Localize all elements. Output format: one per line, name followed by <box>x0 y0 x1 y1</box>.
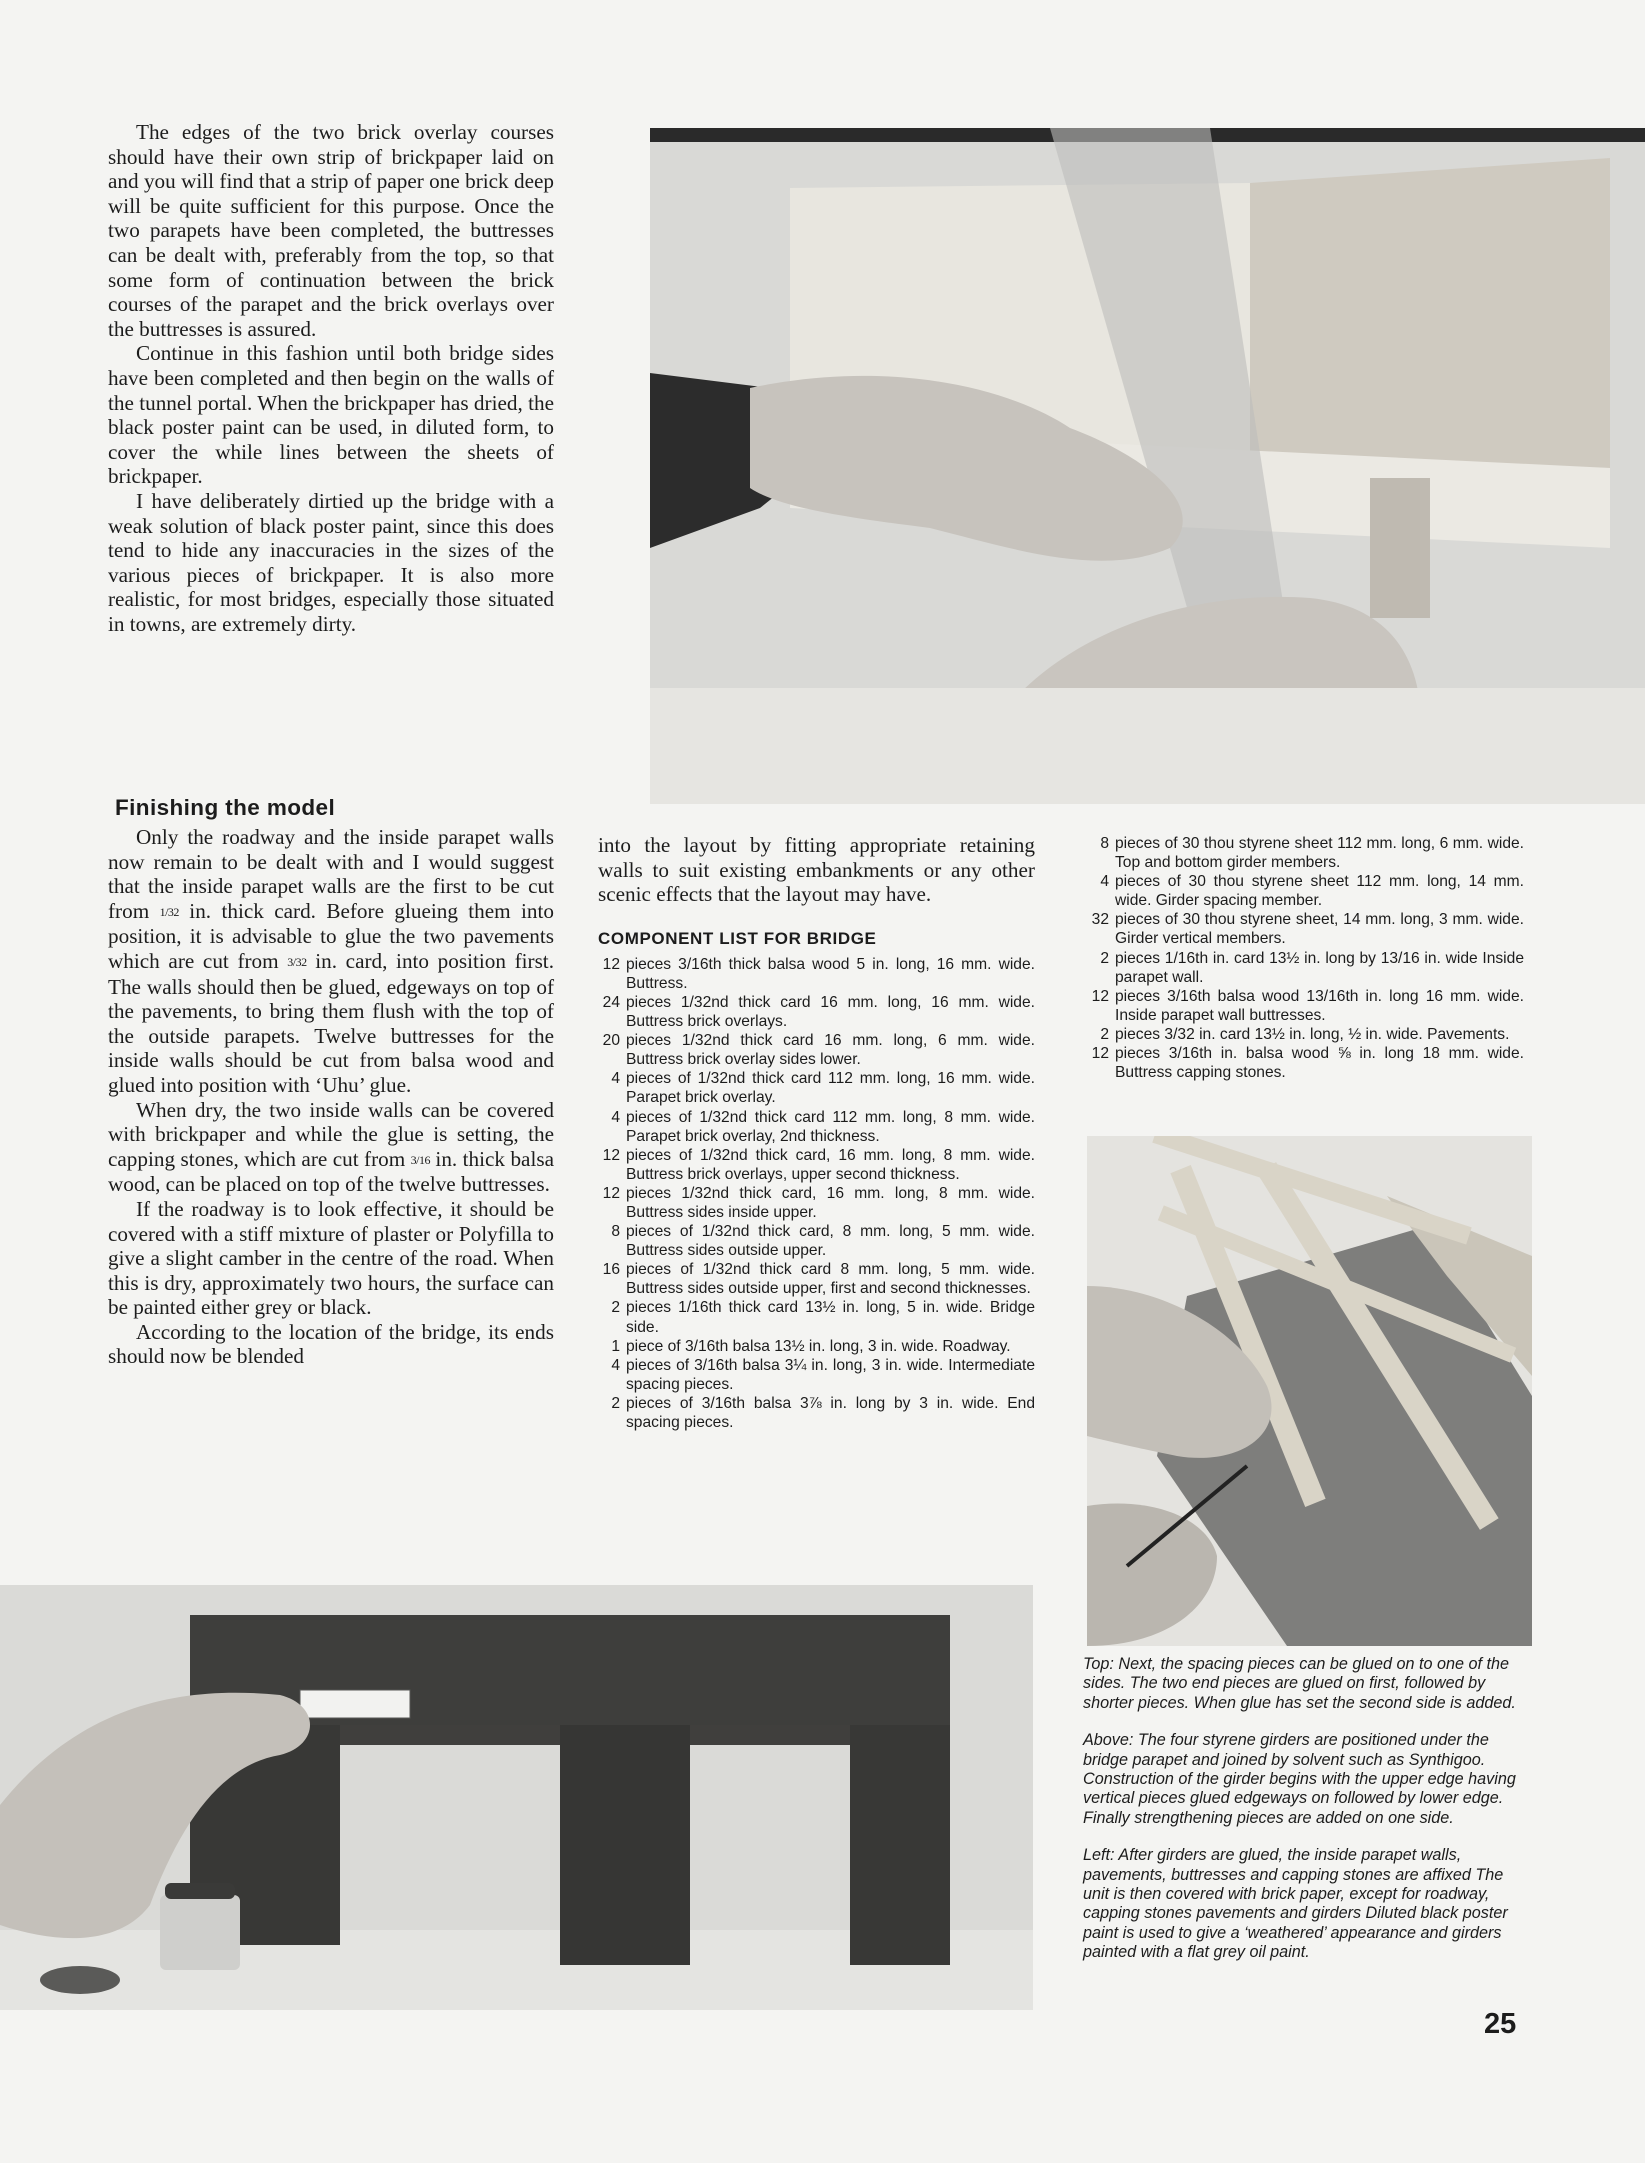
list-item: 16 pieces of 1/32nd thick card 8 mm. long, 5 mm. wide. Buttress sides outside upper, first and second thicknesses. <box>602 1261 1035 1298</box>
caption-top: Top: Next, the spacing pieces can be glued on to one of the sides. The two end pieces are glued on first, followed by shorter pieces. When glue has set the second side is added. <box>1083 1655 1516 1712</box>
component-list <box>598 955 1035 1432</box>
list-item: 24 pieces 1/32nd thick card 16 mm. long, 16 mm. wide. Buttress brick overlays. <box>602 993 1035 1031</box>
list-item: 8 pieces of 30 thou styrene sheet 112 mm. long, 6 mm. wide. Top and bottom girder members. <box>1100 835 1524 872</box>
paragraph: According to the location of the bridge, its ends should now be blended <box>108 1319 554 1369</box>
paragraph: I have deliberately dirtied up the bridge with a weak solution of black poster paint, since this does tend to hide any inaccuracies in the sizes of the various pieces of brickpaper. It is also more realistic, for most bridges, especially those situated in towns, are extremely dirty. <box>108 488 554 636</box>
component-list <box>1087 834 1524 1082</box>
list-item: 4 pieces of 3/16th balsa 3¼ in. long, 3 in. wide. Intermediate spacing pieces. <box>611 1356 1035 1393</box>
list-item: 12 pieces of 1/32nd thick card, 16 mm. long, 8 mm. wide. Buttress brick overlays, upper second thickness. <box>602 1146 1035 1183</box>
photo-spacing-pieces <box>650 128 1645 804</box>
list-item: 2 pieces of 3/16th balsa 3⅞ in. long by 3 in. wide. End spacing pieces. <box>611 1394 1035 1432</box>
middle-column <box>598 833 1035 1432</box>
list-item: 1 piece of 3/16th balsa 13½ in. long, 3 in. wide. Roadway. <box>611 1337 1011 1355</box>
fraction: 3/32 <box>287 954 307 969</box>
photo-finished-bridge <box>0 1585 1033 2010</box>
fraction: 1/32 <box>159 904 179 919</box>
paragraph: Continue in this fashion until both bridge sides have been completed and then begin on the walls of the tunnel portal. When the brickpaper has dried, the black poster paint can be used, in diluted form, to cover the while lines between the sheets of brickpaper. <box>108 341 554 489</box>
page-number: 25 <box>1484 2008 1517 2040</box>
component-list-continued <box>1087 834 1524 1082</box>
list-item: 4 pieces of 30 thou styrene sheet 112 mm. long, 14 mm. wide. Girder spacing member. <box>1100 873 1524 910</box>
list-item: 12 pieces 1/32nd thick card, 16 mm. long, 8 mm. wide. Buttress sides inside upper. <box>602 1184 1035 1221</box>
paragraph: When dry, the two inside walls can be covered with brickpaper and while the glue is setting, the capping stones, which are cut from 3/16 in. thick balsa wood, can be placed on top of the twelve buttresses. <box>108 1097 554 1197</box>
paragraph: Only the roadway and the inside parapet walls now remain to be dealt with and I would suggest that the inside parapet walls are the first to be cut from 1/32 in. thick card. Before glueing them into position, it is advisable to glue the two pavements which are cut from 3/32 in. card, into position first. The walls should then be glued, edgeways on top of the pavements, to bring them flush with the top of the outside parapets. Twelve buttresses for the inside walls should be cut from balsa wood and glued into position with ‘Uhu’ glue. <box>108 825 555 1097</box>
list-item: 12 pieces 3/16th in. balsa wood ⅝ in. long 18 mm. wide. Buttress capping stones. <box>1091 1045 1524 1082</box>
fraction: 3/16 <box>410 1152 430 1167</box>
paragraph: If the roadway is to look effective, it should be covered with a stiff mixture of plaster or Polyfilla to give a slight camber in the centre of the road. When this is dry, approximately two hours, the surface can be painted either grey or black. <box>108 1196 554 1320</box>
list-item: 12 pieces 3/16th thick balsa wood 5 in. long, 16 mm. wide. Buttress. <box>602 955 1035 992</box>
list-item: 2 pieces 1/16th thick card 13½ in. long, 5 in. wide. Bridge side. <box>611 1299 1035 1336</box>
list-item: 4 pieces of 1/32nd thick card 112 mm. long, 16 mm. wide. Parapet brick overlay. <box>611 1070 1035 1107</box>
photo-captions <box>1083 1655 1523 1981</box>
list-item: 2 pieces 3/32 in. card 13½ in. long, ½ in. wide. Pavements. <box>1100 1025 1510 1043</box>
list-item: 32 pieces of 30 thou styrene sheet, 14 mm. long, 3 mm. wide. Girder vertical members. <box>1091 911 1524 948</box>
intro-text <box>108 120 554 636</box>
list-item: 4 pieces of 1/32nd thick card 112 mm. long, 8 mm. wide. Parapet brick overlay, 2nd thickness. <box>611 1108 1035 1145</box>
list-item: 2 pieces 1/16th in. card 13½ in. long by 13/16 in. wide Inside parapet wall. <box>1100 949 1524 986</box>
paragraph: into the layout by fitting appropriate retaining walls to suit existing embankments or any other scenic effects that the layout may have. <box>598 833 1035 907</box>
photo-illustration <box>650 128 1645 804</box>
finishing-text <box>108 825 554 1369</box>
list-item: 20 pieces 1/32nd thick card 16 mm. long, 6 mm. wide. Buttress brick overlay sides lower. <box>602 1032 1035 1069</box>
photo-illustration <box>0 1585 1033 2010</box>
section-heading: Finishing the model <box>115 795 336 820</box>
list-item: 8 pieces of 1/32nd thick card, 8 mm. long, 5 mm. wide. Buttress sides outside upper. <box>611 1223 1035 1260</box>
caption-above: Above: The four styrene girders are positioned under the bridge parapet and joined by solvent such as Synthigoo. Construction of the girder begins with the upper edge having vertical pieces glued edgeways on followed by lower edge. Finally strengthening pieces are added on one side. <box>1083 1731 1516 1827</box>
list-item: 12 pieces 3/16th balsa wood 13/16th in. long 16 mm. wide. Inside parapet wall buttresses. <box>1091 987 1524 1024</box>
component-list-heading: COMPONENT LIST FOR BRIDGE <box>598 928 877 948</box>
paragraph: The edges of the two brick overlay courses should have their own strip of brickpaper laid on and you will find that a strip of paper one brick deep will be quite sufficient for this purpose. Once the two parapets have been completed, the buttresses can be dealt with, preferably from the top, so that some form of continuation between the brick courses of the parapet and the brick overlays over the buttresses is assured. <box>108 120 554 341</box>
photo-illustration <box>1087 1136 1532 1646</box>
caption-left: Left: After girders are glued, the inside parapet walls, pavements, buttresses and capping stones are affixed The unit is then covered with brick paper, except for roadway, capping stones pavements and girders Diluted black poster paint is used to give a ‘weathered’ appearance and girders painted with a flat grey oil paint. <box>1083 1846 1508 1962</box>
photo-girder-assembly <box>1087 1136 1532 1646</box>
